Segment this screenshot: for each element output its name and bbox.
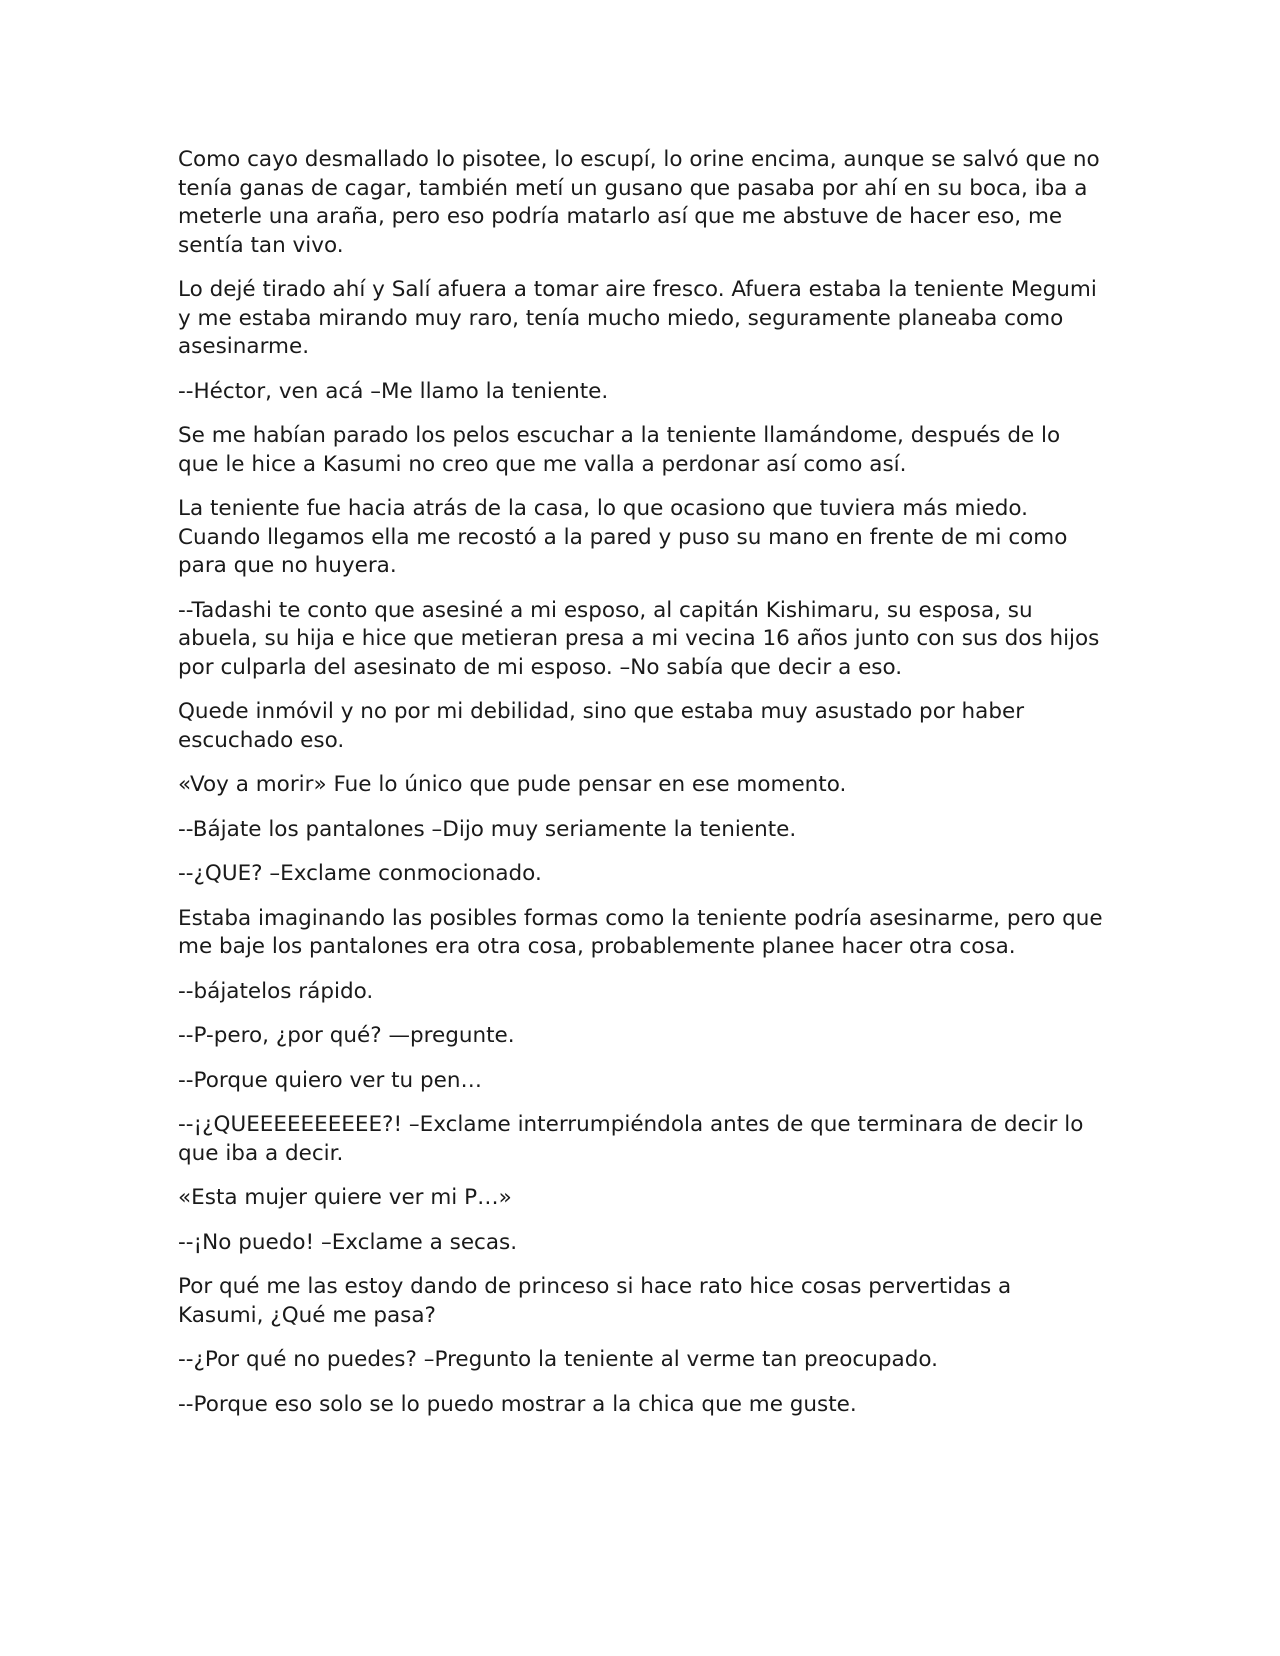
paragraph: --P-pero, ¿por qué? —pregunte. <box>178 1023 515 1048</box>
paragraph: --bájatelos rápido. <box>178 978 374 1004</box>
paragraph: Estaba imaginando las posibles formas como la teniente podría asesinarme, pero que me baje los pantalones era otra cosa, probablemente planee hacer otra cosa. <box>178 905 1103 959</box>
paragraph: --¡¿QUEEEEEEEEEE?! –Exclame interrumpiéndola antes de que terminara de decir lo que iba a decir. <box>178 1112 1084 1166</box>
paragraph: --¿QUE? –Exclame conmocionado. <box>178 861 542 886</box>
paragraph: Quede inmóvil y no por mi debilidad, sino que estaba muy asustado por haber escuchado eso. <box>178 699 1025 753</box>
paragraph: Lo dejé tirado ahí y Salí afuera a tomar aire fresco. Afuera estaba la teniente Megumi y me estaba mirando muy raro, tenía mucho miedo, seguramente planeaba como asesinarme. <box>178 277 1097 359</box>
paragraph: «Esta mujer quiere ver mi P…» <box>178 1185 512 1210</box>
paragraph: --Tadashi te conto que asesiné a mi esposo, al capitán Kishimaru, su esposa, su abuela, su hija e hice que metieran presa a mi vecina 16 años junto con sus dos hijos por culparla del asesinato de mi esposo. –No sabía que decir a eso. <box>178 597 1100 680</box>
paragraph: La teniente fue hacia atrás de la casa, lo que ocasiono que tuviera más miedo. Cuando llegamos ella me recostó a la pared y puso su mano en frente de mi como para que no huyera. <box>178 496 1068 578</box>
paragraph: «Voy a morir» Fue lo único que pude pensar en ese momento. <box>178 772 847 797</box>
paragraph: --¡No puedo! –Exclame a secas. <box>178 1229 518 1255</box>
paragraph: --Porque quiero ver tu pen… <box>178 1067 483 1093</box>
paragraph: --¿Por qué no puedes? –Pregunto la teniente al verme tan preocupado. <box>178 1347 938 1372</box>
paragraph: Se me habían parado los pelos escuchar a la teniente llamándome, después de lo que le hice a Kasumi no creo que me valla a perdonar así como así. <box>178 423 1061 477</box>
paragraph: --Bájate los pantalones –Dijo muy seriamente la teniente. <box>178 816 797 842</box>
paragraph: --Héctor, ven acá –Me llamo la teniente. <box>178 378 609 404</box>
paragraph: --Porque eso solo se lo puedo mostrar a la chica que me guste. <box>178 1391 857 1417</box>
document-body <box>178 146 1103 1435</box>
paragraph: Por qué me las estoy dando de princeso si hace rato hice cosas pervertidas a Kasumi, ¿Qué me pasa? <box>178 1274 1012 1328</box>
paragraph: Como cayo desmallado lo pisotee, lo escupí, lo orine encima, aunque se salvó que no tenía ganas de cagar, también metí un gusano que pasaba por ahí en su boca, iba a meterle una araña, pero eso podría matarlo así que me abstuve de hacer eso, me sentía tan vivo. <box>178 147 1100 258</box>
